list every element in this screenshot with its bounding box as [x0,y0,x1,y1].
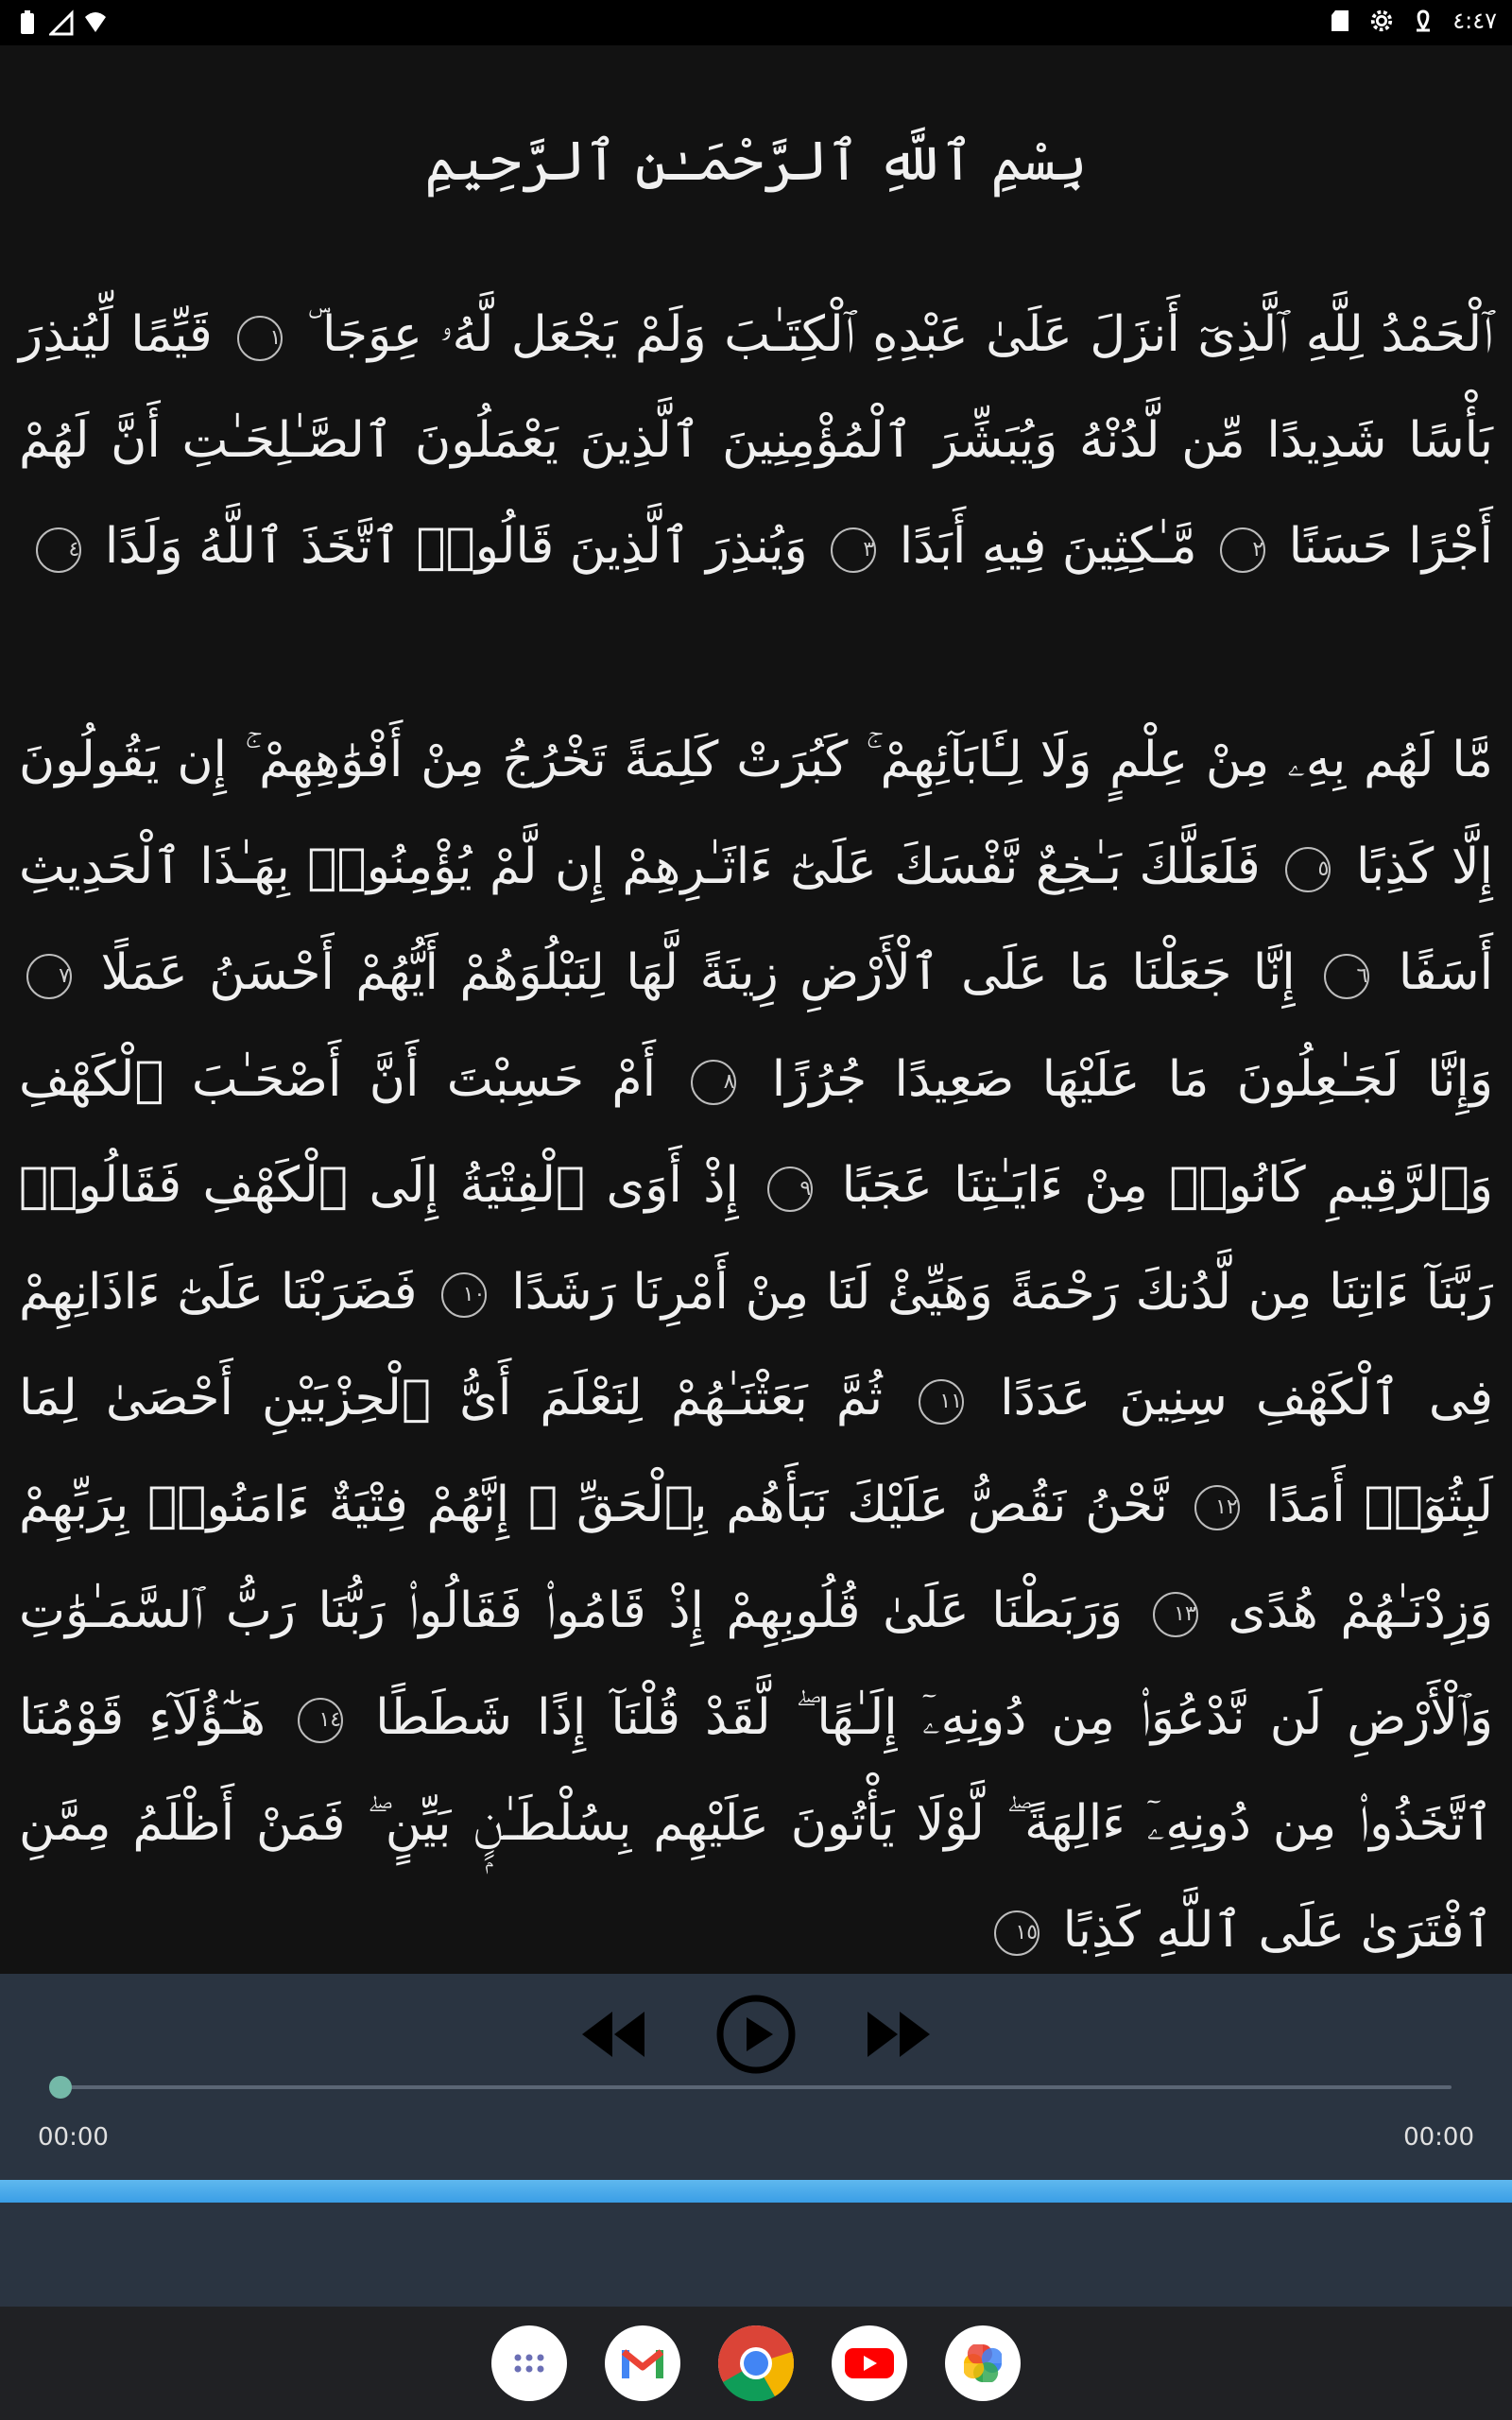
verse-number-marker[interactable]: ٨ [691,1060,736,1105]
player-footer [0,2203,1512,2307]
play-icon [714,1993,798,2076]
verse-text: ثُمَّ بَعَثْنَـٰهُمْ لِنَعْلَمَ أَىُّ ٱلْحِزْبَيْنِ أَحْصَىٰ لِمَا لَبِثُوٓا۟ أَمَدًا [19,1370,1494,1533]
photos-icon [959,2340,1006,2387]
verse-text: أَمْ حَسِبْتَ أَنَّ أَصْحَـٰبَ ٱلْكَهْفِ وَٱلرَّقِيمِ كَانُوا۟ مِنْ ءَايَـٰتِنَا عَجَبًا [19,1050,1493,1214]
verse-text: فَضَرَبْنَا عَلَىٰٓ ءَاذَانِهِمْ فِى ٱلْكَهْفِ سِنِينَ عَدَدًا [19,1263,1494,1426]
app-drawer-button[interactable] [491,2325,567,2401]
status-bar [0,0,1512,45]
verse-text: قَيِّمًا لِّيُنذِرَ بَأْسًا شَدِيدًا مِّن لَّدُنْهُ وَيُبَشِّرَ ٱلْمُؤْمِنِينَ ٱلَّذِينَ يَعْمَلُونَ ٱلصَّـٰلِحَـٰتِ أَنَّ لَهُمْ أَجْرًا حَسَنًا [19,306,1493,575]
verse-number-marker[interactable]: ١ [237,316,283,361]
verse-text: إِذْ أَوَى ٱلْفِتْيَةُ إِلَى ٱلْكَهْفِ فَقَالُوا۟ رَبَّنَآ ءَاتِنَا مِن لَّدُنكَ رَحْمَةً وَهَيِّئْ لَنَا مِنْ أَمْرِنَا رَشَدًا [19,1157,1494,1321]
fast-forward-button[interactable] [855,1992,940,2077]
verse-text: هَـٰٓؤُلَآءِ قَوْمُنَا ٱتَّخَذُوا۟ مِن دُونِهِۦٓ ءَالِهَةً ۖ لَّوْلَا يَأْتُونَ عَلَيْهِم بِسُلْطَـٰنٍۭ بَيِّنٍ ۖ فَمَنْ أَظْلَمُ مِمَّنِ ٱفْتَرَىٰ عَلَى ٱللَّهِ كَذِبًا [19,1688,1493,1959]
youtube-app[interactable] [832,2325,907,2401]
gmail-icon [619,2344,666,2382]
verse-number-marker[interactable]: ١١ [919,1379,964,1425]
verse-text: مَّـٰكِثِينَ فِيهِ أَبَدًا [899,518,1197,575]
app-drawer-icon [510,2344,548,2382]
elapsed-time: 00:00 [38,2123,109,2152]
verse-number-marker[interactable]: ١٣ [1153,1592,1198,1637]
quran-reader[interactable] [0,45,1512,1974]
verse-text: مَّا لَهُم بِهِۦ مِنْ عِلْمٍ وَلَا لِـَٔابَآئِهِمْ ۚ كَبُرَتْ كَلِمَةً تَخْرُجُ مِنْ أَفْوَٰهِهِمْ ۚ إِن يَقُولُونَ إِلَّا كَذِبًا [19,732,1493,895]
verse-number-marker[interactable]: ٦ [1324,954,1369,999]
seek-bar-thumb[interactable] [49,2076,72,2099]
fast-forward-icon [860,2006,936,2063]
seek-bar-track[interactable] [60,2085,1452,2089]
verse-number-marker[interactable]: ١٤ [298,1698,343,1743]
verse-text: وَإِنَّا لَجَـٰعِلُونَ مَا عَلَيْهَا صَعِيدًا جُرُزًا [771,1050,1494,1108]
photos-app[interactable] [945,2325,1021,2401]
location-icon [1411,8,1435,34]
gmail-app[interactable] [605,2325,680,2401]
player-controls [0,1987,1512,2082]
verse-number-marker[interactable]: ١٠ [441,1272,487,1318]
verse-text: فَلَعَلَّكَ بَـٰخِعٌ نَّفْسَكَ عَلَىٰٓ ءَاثَـٰرِهِمْ إِن لَّمْ يُؤْمِنُوا۟ بِهَـٰذَا ٱلْحَدِيثِ أَسَفًا [19,838,1494,1001]
play-button[interactable] [713,1992,799,2077]
status-time: ٤:٤٧ [1452,8,1497,34]
rewind-button[interactable] [572,1992,657,2077]
status-right [1328,8,1497,34]
youtube-icon [843,2344,896,2382]
settings-icon [1369,8,1394,34]
verse-number-marker[interactable]: ١٢ [1194,1485,1240,1530]
battery-icon [15,9,40,36]
verse-number-marker[interactable]: ٢ [1220,527,1265,573]
verse-number-marker[interactable]: ١٥ [994,1910,1040,1956]
status-left [15,9,108,36]
sd-card-icon [1328,8,1352,34]
verse-text: ٱلْحَمْدُ لِلَّهِ ٱلَّذِىٓ أَنزَلَ عَلَىٰ عَبْدِهِ ٱلْكِتَـٰبَ وَلَمْ يَجْعَل لَّهُۥ عِوَجَا ۜ [307,306,1494,363]
verse-number-marker[interactable]: ٣ [831,527,876,573]
chrome-app[interactable] [718,2325,794,2401]
chrome-icon [718,2325,794,2401]
wifi-icon [83,9,108,36]
audio-player [0,1974,1512,2307]
verse-number-marker[interactable]: ٧ [26,954,72,999]
app-dock [0,2307,1512,2420]
verse-block-2[interactable] [19,707,1493,1983]
verse-number-marker[interactable]: ٩ [767,1167,813,1212]
signal-icon [49,9,74,36]
verse-number-marker[interactable]: ٥ [1285,847,1331,892]
rewind-icon [576,2006,652,2063]
verse-text: وَيُنذِرَ ٱلَّذِينَ قَالُوا۟ ٱتَّخَذَ ٱللَّهُ وَلَدًا [104,518,808,575]
verse-text: إِنَّا جَعَلْنَا مَا عَلَى ٱلْأَرْضِ زِينَةً لَّهَا لِنَبْلُوَهُمْ أَيُّهُمْ أَحْسَنُ عَمَلًا [100,944,1296,1001]
loading-progress-bar [0,2180,1512,2203]
total-duration: 00:00 [1403,2123,1474,2152]
verse-number-marker[interactable]: ٤ [36,527,81,573]
verse-text: نَّحْنُ نَقُصُّ عَلَيْكَ نَبَأَهُم بِٱلْحَقِّ ۚ إِنَّهُمْ فِتْيَةٌ ءَامَنُوا۟ بِرَبِّهِمْ وَزِدْنَـٰهُمْ هُدًى [19,1476,1494,1639]
verse-block-1[interactable] [19,282,1493,599]
verse-text: وَرَبَطْنَا عَلَىٰ قُلُوبِهِمْ إِذْ قَامُوا۟ فَقَالُوا۟ رَبُّنَا رَبُّ ٱلسَّمَـٰوَٰتِ وَٱلْأَرْضِ لَن نَّدْعُوَا۟ مِن دُونِهِۦٓ إِلَـٰهًا ۖ لَّقَدْ قُلْنَآ إِذًا شَطَطًا [19,1582,1494,1746]
basmala-heading: بِسْمِ ٱللَّهِ ٱلرَّحْمَـٰنِ ٱلرَّحِيمِ [424,129,1088,193]
